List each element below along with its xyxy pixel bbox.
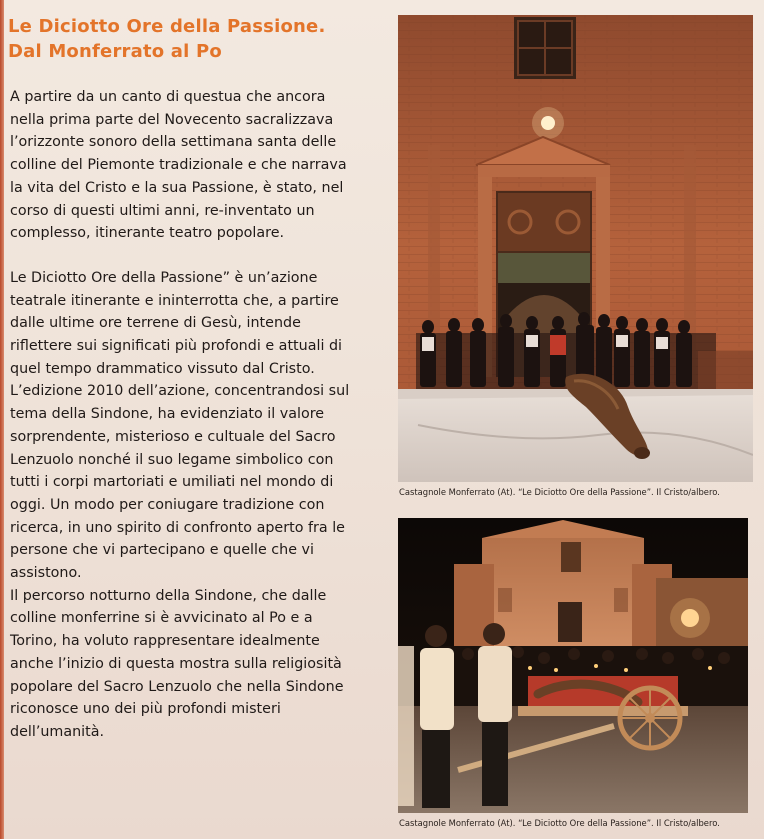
photo-church-facade — [398, 15, 753, 482]
photo-1-caption: Castagnole Monferrato (At). “Le Diciotto Ore della Passione”. Il Cristo/albero. — [399, 487, 720, 497]
paragraph-4: Il percorso notturno della Sindone, che dalle colline monferrine si è avvicinato al Po e a Torino, ha voluto rappresentare idealmente anche l’inizio di questa mostra sulla religiosità popolare del Sacro Lenzuolo che nella Sindone riconosce uno dei più profondi misteri dell’umanità. — [10, 587, 344, 740]
church-facade-illustration — [398, 15, 753, 482]
paragraph-2: Le Diciotto Ore della Passione” è un’azione teatrale itinerante e ininterrotta che, a partire dalle ultime ore terrene di Gesù, intende riflettere sui significati più profondi e attuali di quel tempo drammatico vissuto dal Cristo. — [10, 269, 343, 377]
panel-title — [8, 14, 388, 64]
paragraph-1: A partire da un canto di questua che ancora nella prima parte del Novecento sacralizzava l’orizzonte sonoro della settimana santa delle colline del Piemonte tradizionale e che narrava la vita del Cristo e la sua Passione, è stato, nel corso di questi ultimi anni, re-inventato un complesso, itinerante teatro popolare. — [10, 89, 347, 242]
panel-body-text — [10, 86, 362, 744]
photo-2-caption: Castagnole Monferrato (At). “Le Diciotto Ore della Passione”. Il Cristo/albero. — [399, 818, 720, 828]
title-line-2: Dal Monferrato al Po — [8, 41, 222, 62]
photo-night-procession — [398, 518, 748, 813]
panel-edge-stripe — [0, 0, 4, 839]
paragraph-3: L’edizione 2010 dell’azione, concentrandosi sul tema della Sindone, ha evidenziato il valore sorprendente, misterioso e cultuale del Sacro Lenzuolo nonché il suo legame simbolico con tutti i corpi martoriati e umiliati nel mondo di oggi. Un modo per coniugare tradizione con ricerca, in uno spirito di confronto aperto fra le persone che vi partecipano e quelle che vi assistono. — [10, 383, 350, 582]
night-procession-illustration — [398, 518, 748, 813]
title-line-1: Le Diciotto Ore della Passione. — [8, 16, 326, 37]
